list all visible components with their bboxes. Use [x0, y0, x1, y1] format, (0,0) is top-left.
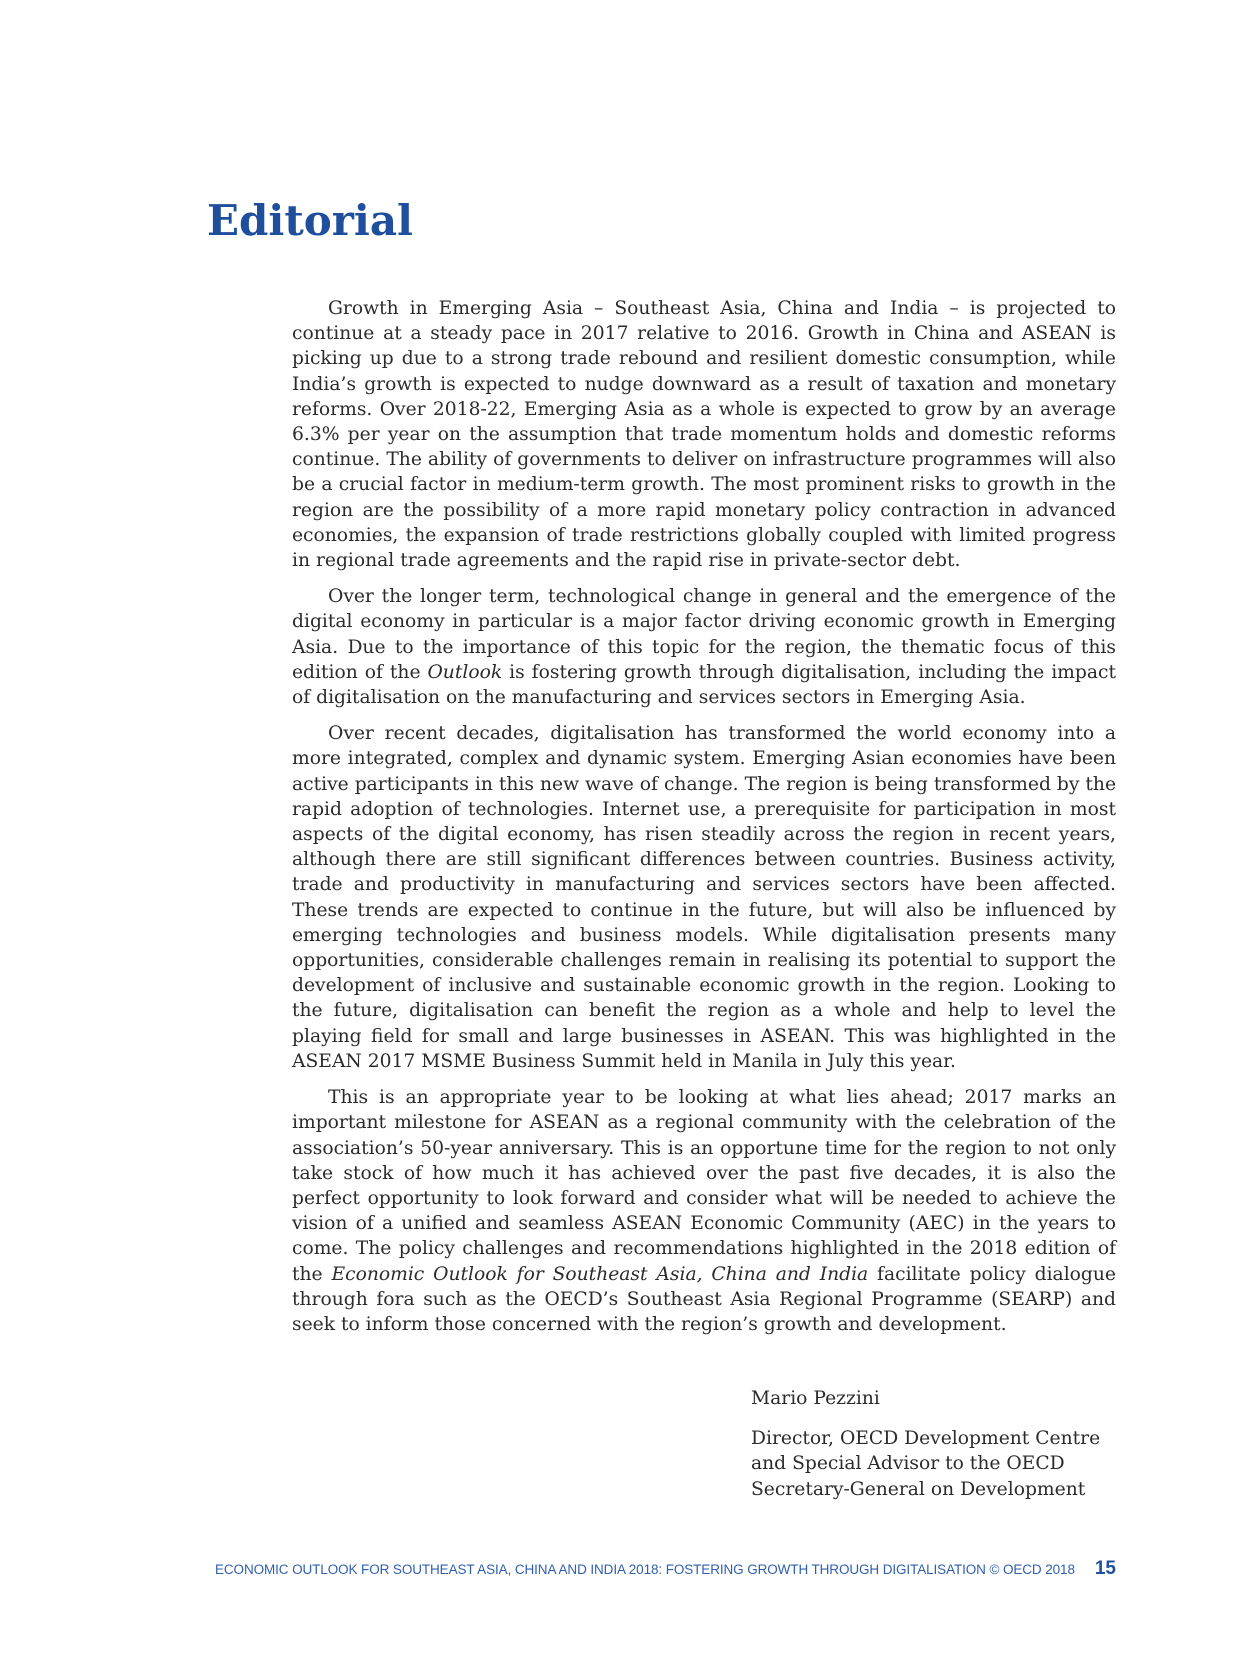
paragraph-4-text-end: facilitate policy dialogue through fora such as the OECD’s Southeast Asia Regional Programme (SEARP) and seek to inform those concerned with the region’s growth and development. [292, 1263, 1116, 1335]
paragraph-3 [292, 721, 1116, 1074]
paragraph-1 [292, 296, 1116, 573]
signature-block [751, 1386, 1131, 1502]
paragraph-4-text-start: This is an appropriate year to be looking at what lies ahead; 2017 marks an important milestone for ASEAN as a regional community with the celebration of the association’s 50-year anniversary. This is an opportune time for the region to not only take stock of how much it has achieved over the past five decades, it is also the perfect opportunity to look forward and consider what will be needed to achieve the vision of a unified and seamless ASEAN Economic Community (AEC) in the years to come. The policy challenges and recommendations highlighted in the 2018 edition of the [292, 1087, 1116, 1285]
page-number: 15 [1094, 1558, 1116, 1579]
paragraph-4-italic-title: Economic Outlook for Southeast Asia, China and India [331, 1263, 869, 1285]
page-footer [207, 1558, 1116, 1580]
signature-name: Mario Pezzini [751, 1388, 880, 1409]
paragraph-2-text-start: Over the longer term, technological change in general and the emergence of the digital economy in particular is a major factor driving economic growth in Emerging Asia. Due to the importance of this topic for the region, the thematic focus of this edition of the [292, 586, 1116, 683]
paragraph-3-text: Over recent decades, digitalisation has transformed the world economy into a more integrated, complex and dynamic system. Emerging Asian economies have been active participants in this new wave of change. The region is being transformed by the rapid adoption of technologies. Internet use, a prerequisite for participation in most aspects of the digital economy, has risen steadily across the region in recent years, although there are still significant differences between countries. Business activity, trade and productivity in manufacturing and services sectors have been affected. These trends are expected to continue in the future, but will also be influenced by emerging technologies and business models. While digitalisation presents many opportunities, considerable challenges remain in realising its potential to support the development of inclusive and sustainable economic growth in the region. Looking to the future, digitalisation can benefit the region as a whole and help to level the playing field for small and large businesses in ASEAN. This was highlighted in the ASEAN 2017 MSME Business Summit held in Manila in July this year. [292, 723, 1116, 1072]
signature-title-line: Secretary-General on Development [751, 1478, 1086, 1500]
paragraph-2 [292, 584, 1116, 710]
paragraph-1-text: Growth in Emerging Asia – Southeast Asia, China and India – is projected to continue at a steady pace in 2017 relative to 2016. Growth in China and ASEAN is picking up due to a strong trade rebound and resilient domestic consumption, while India’s growth is expected to nudge downward as a result of taxation and monetary reforms. Over 2018-22, Emerging Asia as a whole is expected to grow by an average 6.3% per year on the assumption that trade momentum holds and domestic reforms continue. The ability of governments to deliver on infrastructure programmes will also be a crucial factor in medium-term growth. The most prominent risks to growth in the region are the possibility of a more rapid monetary policy contraction in advanced economies, the expansion of trade restrictions globally coupled with limited progress in regional trade agreements and the rapid rise in private-sector debt. [292, 298, 1116, 572]
paragraph-4 [292, 1085, 1116, 1337]
signature-title-line: Director, OECD Development Centre [751, 1428, 1101, 1450]
paragraph-2-text-end: is fostering growth through digitalisation, including the impact of digitalisation on the manufacturing and services sectors in Emerging Asia. [292, 661, 1116, 709]
paragraph-2-italic-title: Outlook [427, 661, 503, 683]
editorial-body [292, 296, 1116, 1348]
footer-running-title: ECONOMIC OUTLOOK FOR SOUTHEAST ASIA, CHINA AND INDIA 2018: FOSTERING GROWTH THROUGH DIGITALISATION © OECD 2018 [215, 1562, 1075, 1577]
signature-title-line: and Special Advisor to the OECD [751, 1453, 1065, 1475]
page-title: Editorial [207, 196, 414, 245]
signature-title [751, 1426, 1131, 1502]
